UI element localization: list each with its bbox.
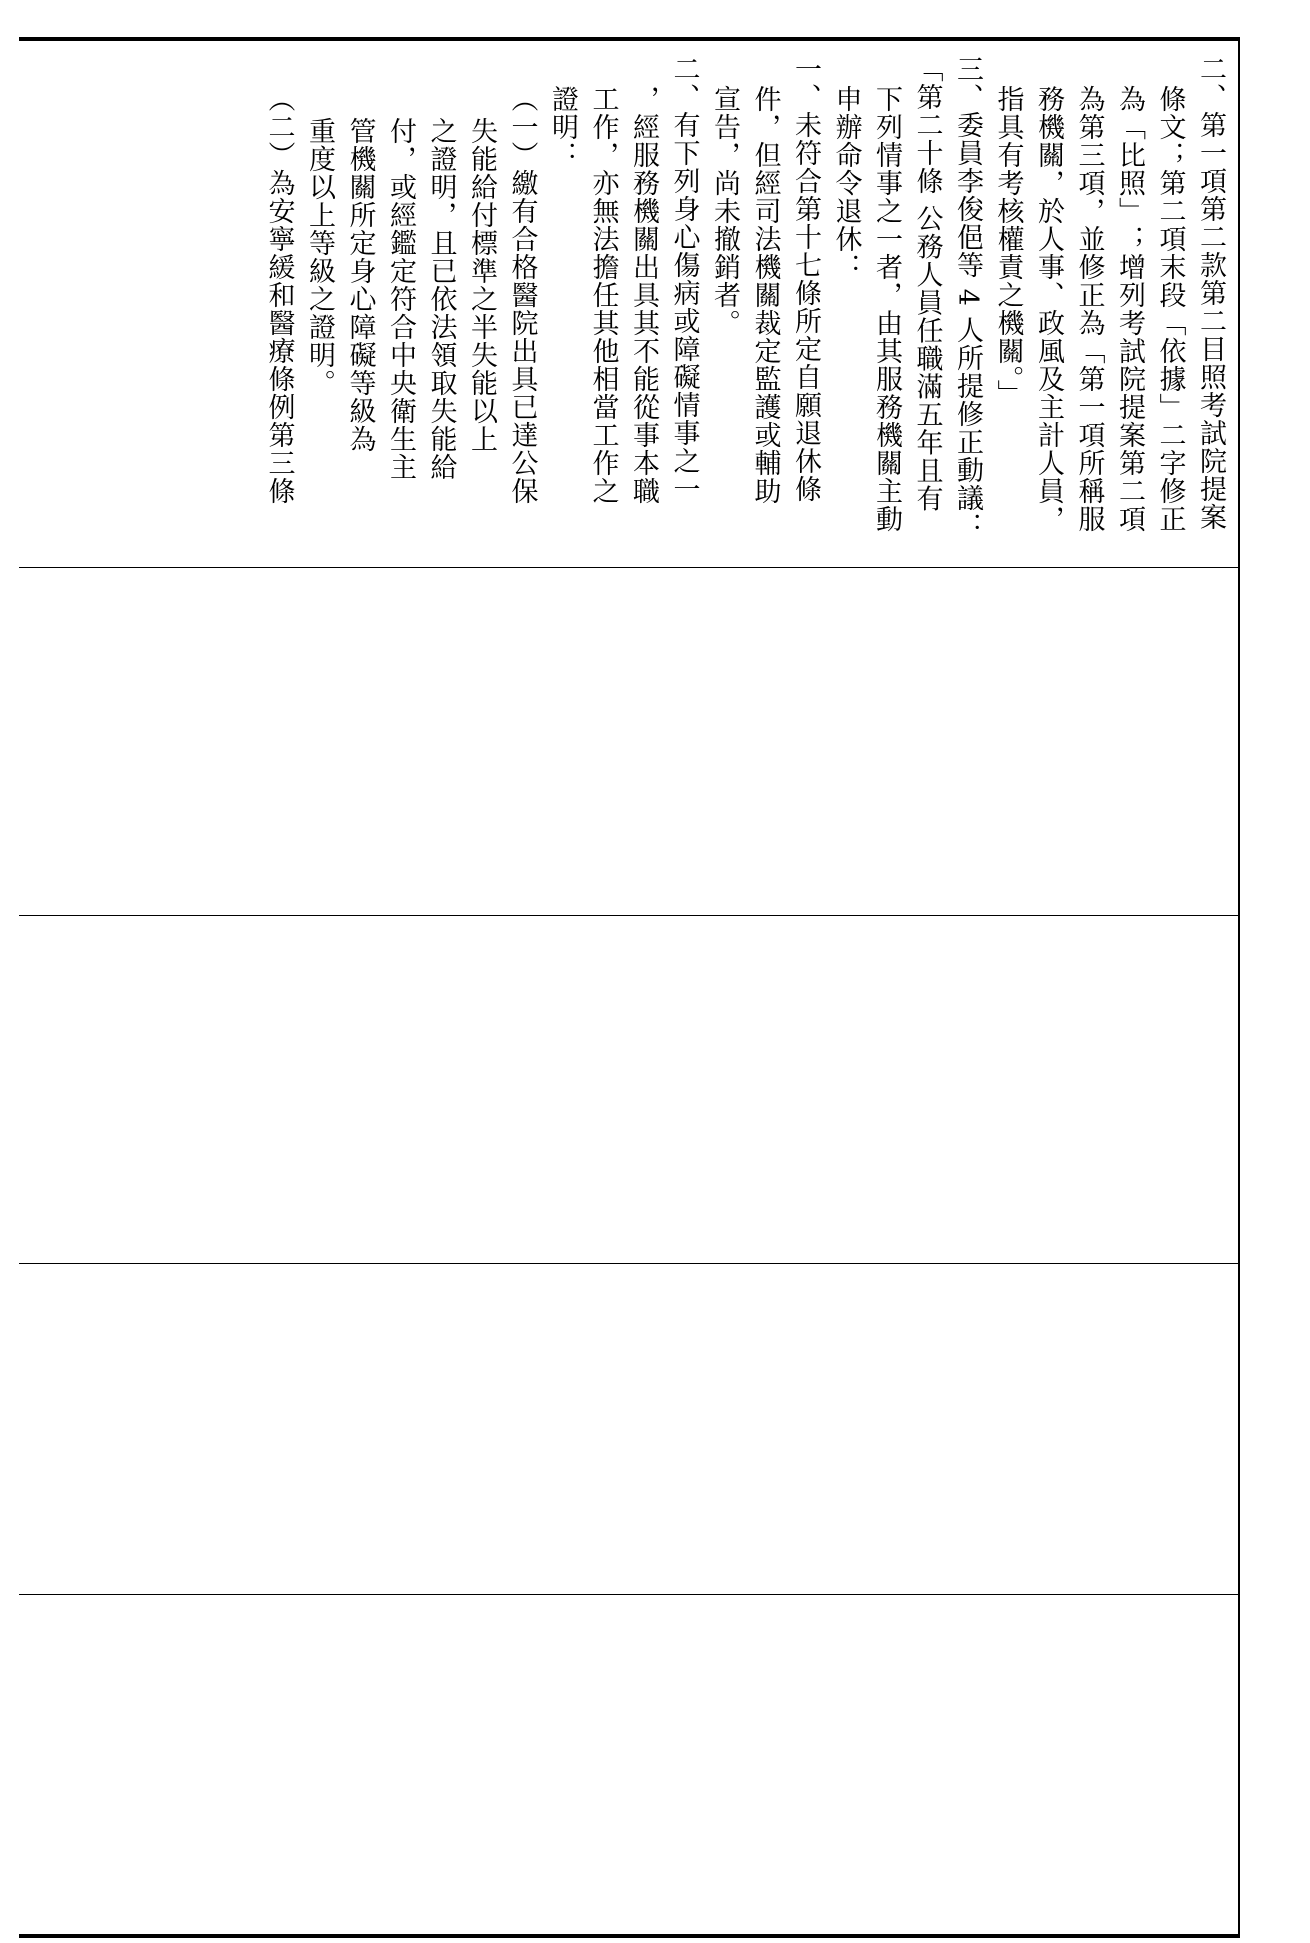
text-line: 宣告，尚未撤銷者。 (709, 84, 740, 337)
text-line: 下列情事之一者，由其服務機關主動 (871, 84, 902, 533)
text-line: 二、有下列身心傷病或障礙情事之一 (668, 55, 700, 503)
text-line: 失能給付標準之半失能以上 (466, 117, 497, 454)
text-line: 之證明，且已依法領取失能給 (425, 117, 457, 482)
table-row-empty (19, 1264, 1238, 1595)
text-line: 申辦命令退休： (830, 84, 862, 281)
text-line: （一）繳有合格醫院出具已達公保 (506, 84, 538, 505)
text-line: 為「比照」；增列考試院提案第二項 (1114, 84, 1145, 533)
text-line: 重度以上等級之證明。 (304, 117, 335, 398)
text-line: 為第三項，並修正為「第一項所稱服 (1073, 84, 1105, 533)
text-line: 證明： (547, 84, 578, 169)
text-line: 付，或經鑑定符合中央衛生主 (385, 117, 416, 482)
table-row (19, 41, 1238, 568)
text-line: 條文；第二項末段「依據」二字修正 (1154, 84, 1186, 533)
text-line: 二、第一項第二款第二目照考試院提案 (1195, 55, 1226, 531)
text-line: ，經服務機關出具其不能從事本職 (628, 84, 659, 505)
text-line: 「第二十條 公務人員任職滿五年且有 (911, 55, 943, 513)
page-table (19, 37, 1240, 1938)
table-row-empty (19, 1595, 1238, 1938)
text-line: 務機關，於人事、政風及主計人員， (1033, 84, 1064, 533)
text-line: 一、未符合第十七條所定自願退休條 (790, 55, 821, 503)
text-line: 指具有考核權責之機關。」 (992, 84, 1024, 408)
text-line: 三、委員李俊俋等 4 人所提修正動議： (952, 55, 983, 541)
text-line: 工作，亦無法擔任其他相當工作之 (587, 84, 619, 505)
table-row-empty (19, 916, 1238, 1264)
text-line: 管機關所定身心障礙等級為 (344, 117, 376, 454)
text-line: （二）為安寧緩和醫療條例第三條 (263, 84, 295, 505)
row-text-column (258, 55, 1230, 555)
text-line: 件，但經司法機關裁定監護或輔助 (749, 84, 781, 505)
table-row-empty (19, 568, 1238, 916)
